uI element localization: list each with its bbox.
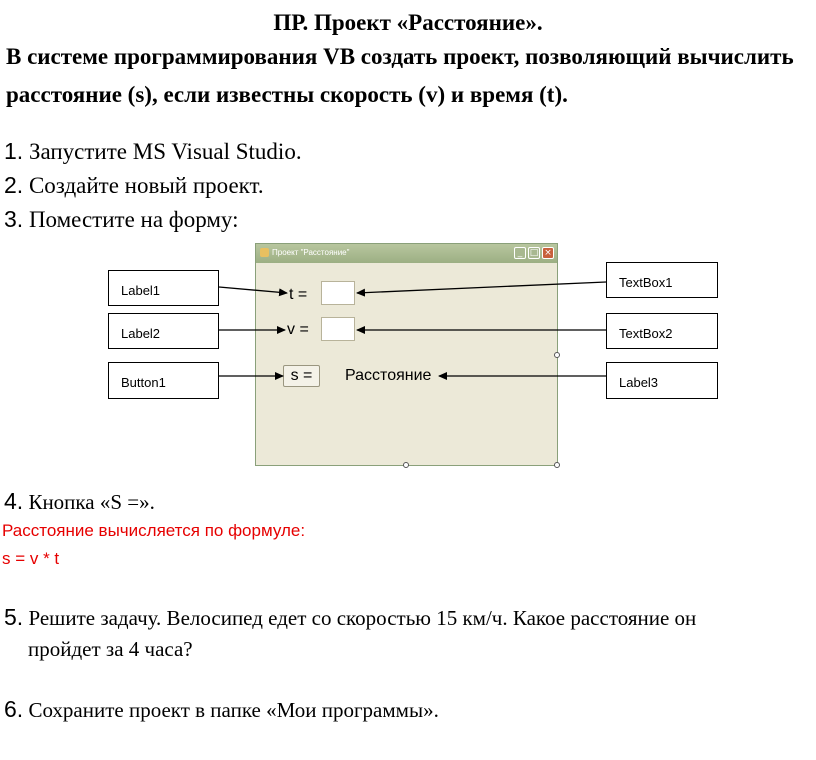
- step-6: [4, 694, 439, 725]
- callout-text: TextBox2: [619, 326, 673, 341]
- formula-caption: Расстояние вычисляется по формуле:: [2, 521, 306, 540]
- task-intro: В системе программирования VB создать проект, позволяющий вычислить расстояние (s), если известны скорость (v) и время (t).: [6, 44, 794, 107]
- step-number: 3.: [4, 206, 24, 232]
- step-number: 6.: [4, 696, 24, 722]
- step-number: 1.: [4, 138, 24, 164]
- page-title: ПР. Проект «Расстояние».: [273, 10, 543, 35]
- close-icon[interactable]: ×: [542, 247, 554, 259]
- arrow-icon: [357, 282, 606, 293]
- label3-control: Расстояние: [345, 367, 432, 384]
- callout-text: Button1: [121, 375, 166, 390]
- minimize-icon[interactable]: _: [514, 247, 526, 259]
- callout-text: Label1: [121, 283, 161, 298]
- step-text: Создайте новый проект.: [23, 173, 264, 198]
- step-text: Поместите на форму:: [23, 207, 239, 232]
- step-text: Решите задачу. Велосипед едет со скоростью 15 км/ч. Какое расстояние он: [23, 606, 697, 630]
- callout-text: Label2: [121, 326, 161, 341]
- label1-control: t =: [289, 286, 308, 303]
- button1-control[interactable]: s =: [283, 365, 320, 387]
- step-text: Сохраните проект в папке «Мои программы».: [23, 698, 439, 722]
- step-4: [4, 486, 155, 517]
- form-caption: Проект "Расстояние": [272, 248, 350, 257]
- maximize-icon[interactable]: □: [529, 248, 539, 258]
- step-number: 5.: [4, 604, 24, 630]
- step-text-continuation: пройдет за 4 часа?: [28, 637, 193, 661]
- arrow-icon: [219, 287, 287, 293]
- formula-expression: s = v * t: [2, 549, 60, 568]
- step-text: Кнопка «S =».: [23, 490, 155, 514]
- callout-text: TextBox1: [619, 275, 673, 290]
- label2-control: v =: [287, 321, 309, 338]
- step-5: [4, 602, 814, 665]
- step-text: Запустите MS Visual Studio.: [23, 139, 302, 164]
- step-number: 2.: [4, 172, 24, 198]
- callout-text: Label3: [619, 375, 659, 390]
- step-number: 4.: [4, 488, 24, 514]
